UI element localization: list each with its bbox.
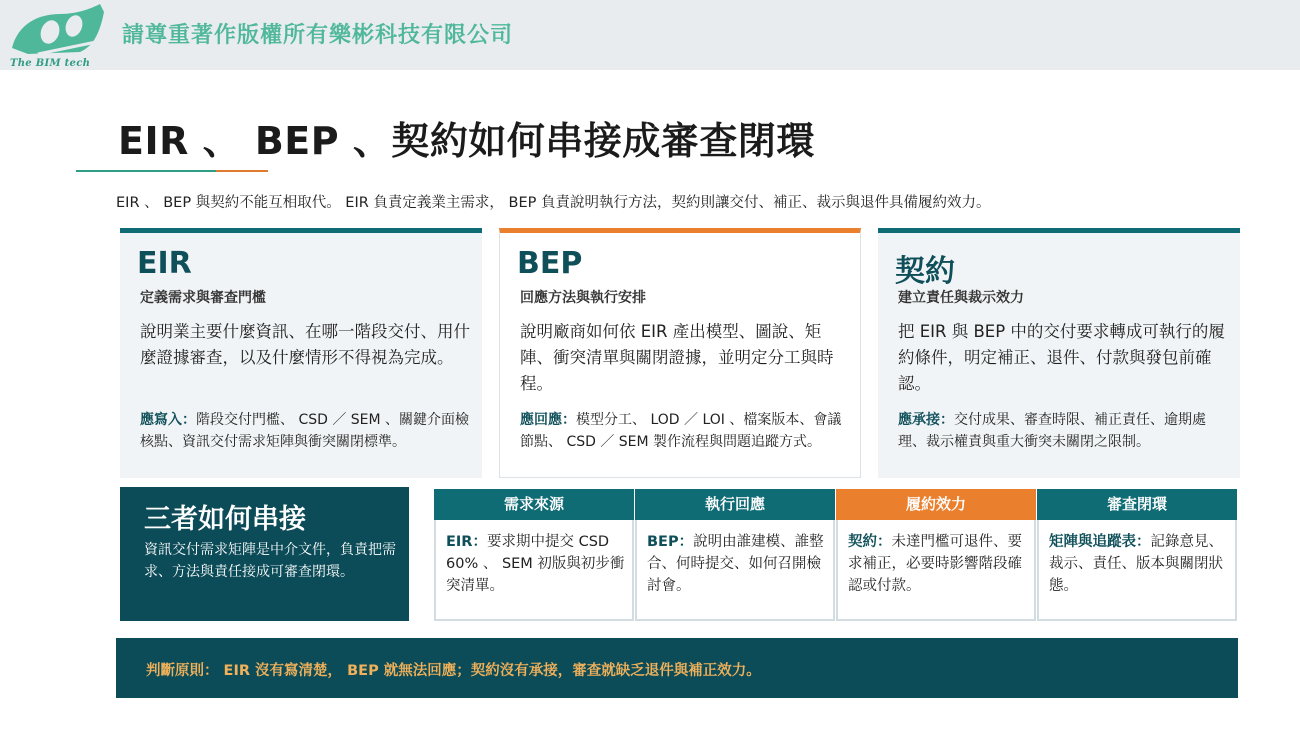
page-title: EIR 、 BEP 、契約如何串接成審查閉環 bbox=[118, 119, 815, 163]
column-requirement-source bbox=[434, 489, 634, 621]
column-text: 未達門檻可退件、要求補正，必要時影響階段確認或付款。 bbox=[848, 534, 1022, 594]
eir-card bbox=[120, 228, 482, 478]
principle-banner bbox=[116, 638, 1238, 698]
card-heading: 契約 bbox=[895, 254, 955, 289]
page-subtitle: EIR 、 BEP 與契約不能互相取代。 EIR 負責定義業主需求， BEP 負責說明執行方法，契約則讓交付、補正、裁示與退件具備履約效力。 bbox=[116, 195, 991, 211]
column-text: 說明由誰建模、誰整合、何時提交、如何召開檢討會。 bbox=[647, 534, 824, 594]
column-body bbox=[1049, 531, 1229, 597]
column-label: BEP： bbox=[647, 534, 694, 550]
principle-text: 判斷原則： EIR 沒有寫清楚， BEP 就無法回應；契約沒有承接，審查就缺乏退件與補正效力。 bbox=[146, 663, 761, 679]
column-label: 矩陣與追蹤表： bbox=[1049, 534, 1151, 550]
column-label: 契約： bbox=[848, 534, 892, 550]
column-text: 要求期中提交 CSD 60% 、 SEM 初版與初步衝突清單。 bbox=[446, 534, 625, 594]
column-body bbox=[446, 531, 626, 597]
contract-card bbox=[878, 228, 1240, 478]
requirement-text: 模型分工、 LOD ／ LOI 、檔案版本、會議節點、 CSD ／ SEM 製作流程與問題追蹤方式。 bbox=[520, 412, 842, 450]
column-label: EIR： bbox=[446, 534, 487, 550]
card-heading: BEP bbox=[517, 246, 583, 281]
card-body: 把 EIR 與 BEP 中的交付要求轉成可執行的履約條件，明定補正、退件、付款與發包前確認。 bbox=[898, 322, 1225, 393]
card-subheading: 定義需求與審查門檻 bbox=[140, 290, 266, 306]
requirement-text: 交付成果、審查時限、補正責任、逾期處理、裁示權責與重大衝突未關閉之限制。 bbox=[898, 412, 1206, 450]
card-subheading: 回應方法與執行安排 bbox=[520, 290, 646, 306]
company-notice: 請尊重著作版權所有樂彬科技有限公司 bbox=[122, 23, 514, 48]
requirement-label: 應寫入： bbox=[140, 412, 196, 428]
linkage-heading: 三者如何串接 bbox=[144, 504, 306, 535]
column-header: 需求來源 bbox=[434, 489, 634, 520]
card-body: 說明廠商如何依 EIR 產出模型、圖說、矩陣、衝突清單與關閉證據，並明定分工與時程。 bbox=[520, 322, 834, 393]
bep-card bbox=[499, 228, 861, 478]
linkage-box bbox=[120, 487, 409, 621]
header-bar bbox=[0, 0, 1300, 70]
title-underline-orange bbox=[216, 170, 268, 172]
logo-text: The BIM tech bbox=[10, 58, 91, 69]
card-heading: EIR bbox=[137, 246, 192, 281]
column-header: 執行回應 bbox=[635, 489, 835, 520]
card-requirement bbox=[140, 409, 470, 453]
requirement-label: 應承接： bbox=[898, 412, 954, 428]
column-body bbox=[647, 531, 827, 597]
column-text: 記錄意見、裁示、責任、版本與關閉狀態。 bbox=[1049, 534, 1223, 594]
card-requirement bbox=[898, 409, 1228, 453]
linkage-text: 資訊交付需求矩陣是中介文件，負責把需求、方法與責任接成可審查閉環。 bbox=[144, 542, 396, 580]
column-body bbox=[848, 531, 1028, 597]
card-requirement bbox=[520, 409, 850, 453]
card-body: 說明業主要什麼資訊、在哪一階段交付、用什麼證據審查，以及什麼情形不得視為完成。 bbox=[140, 322, 470, 367]
column-header: 履約效力 bbox=[836, 489, 1036, 520]
column-header: 審查閉環 bbox=[1037, 489, 1237, 520]
column-execution-response bbox=[635, 489, 835, 621]
card-subheading: 建立責任與裁示效力 bbox=[898, 290, 1024, 306]
requirement-label: 應回應： bbox=[520, 412, 576, 428]
title-underline-teal bbox=[76, 170, 216, 172]
column-review-loop bbox=[1037, 489, 1237, 621]
column-contract-effect bbox=[836, 489, 1036, 621]
requirement-text: 階段交付門檻、 CSD ／ SEM 、關鍵介面檢核點、資訊交付需求矩陣與衝突關閉標準。 bbox=[140, 412, 470, 450]
